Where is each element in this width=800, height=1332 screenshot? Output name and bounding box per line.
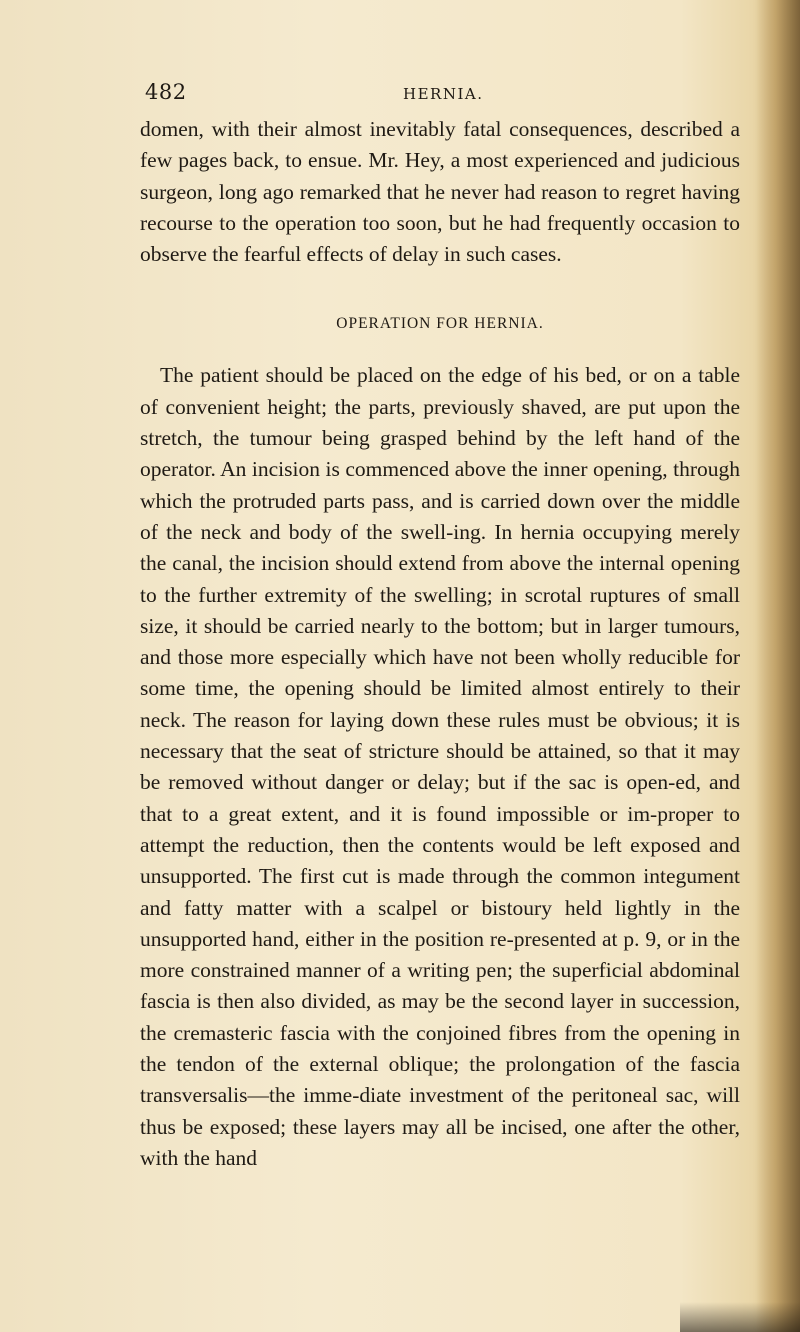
page-header: [145, 80, 745, 110]
page-corner-shadow: [680, 1302, 800, 1332]
section-heading: OPERATION FOR HERNIA.: [336, 315, 544, 333]
page-number: 482: [145, 80, 187, 104]
running-head: HERNIA.: [403, 85, 484, 103]
page-edge-shadow: [756, 0, 800, 1332]
body-text: [140, 114, 740, 1174]
paragraph-operation: The patient should be placed on the edge of his bed, or on a table of convenient height; the parts, previously shaved, are put upon the stretch, the tumour being grasped behind by the left hand of the operator. An incision is commenced above the inner opening, through which the protruded parts pass, and is carried down over the middle of the neck and body of the swell-ing. In hernia occupying merely the canal, the incision should extend from above the internal opening to the further extremity of the swelling; in scrotal ruptures of small size, it should be carried nearly to the bottom; but in larger tumours, and those more especially which have not been wholly reducible for some time, the opening should be limited almost entirely to their neck. The reason for laying down these rules must be obvious; it is necessary that the seat of stricture should be attained, so that it may be removed without danger or delay; but if the sac is open-ed, and that to a great extent, and it is found impossible or im-proper to attempt the reduction, then the contents would be left exposed and unsupported. The first cut is made through the common integument and fatty matter with a scalpel or bistoury held lightly in the unsupported hand, either in the position re-presented at p. 9, or in the more constrained manner of a writing pen; the superficial abdominal fascia is then also divided, as may be the second layer in succession, the cremasteric fascia with the conjoined fibres from the opening in the tendon of the external oblique; the prolongation of the fascia transversalis—the imme-diate investment of the peritoneal sac, will thus be exposed; these layers may all be incised, one after the other, with the hand: [140, 363, 740, 1170]
paragraph-continued: domen, with their almost inevitably fatal consequences, described a few pages back, to ensue. Mr. Hey, a most experienced and judicious surgeon, long ago remarked that he never had reason to regret having recourse to the operation too soon, but he had frequently occasion to observe the fearful effects of delay in such cases.: [140, 117, 740, 267]
